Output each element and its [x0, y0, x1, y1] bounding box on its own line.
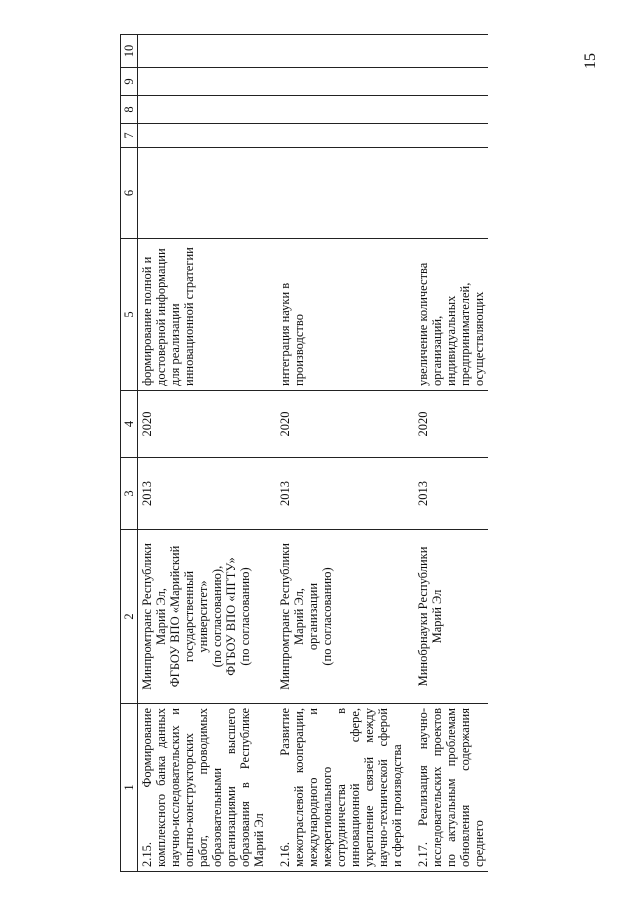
header-cell: 7: [121, 124, 138, 148]
end-year-cell: 2020: [406, 391, 488, 458]
empty-cell: [406, 124, 488, 148]
executor-cell: Минпромтранс Республики Марий Эл, ФГБОУ ВПО «Марийский государственный университет» (по согласованию), ФГБОУ ВПО «ПГТУ» (по согласованию): [138, 530, 269, 704]
empty-cell: [406, 148, 488, 239]
empty-cell: [268, 35, 406, 68]
header-cell: 3: [121, 458, 138, 530]
header-cell: 5: [121, 239, 138, 391]
empty-cell: [138, 35, 269, 68]
empty-cell: [138, 124, 269, 148]
empty-cell: [138, 68, 269, 96]
start-year-cell: 2013: [268, 458, 406, 530]
header-cell: 4: [121, 391, 138, 458]
empty-cell: [406, 35, 488, 68]
table-row: [138, 35, 269, 872]
table-row: [406, 35, 488, 872]
start-year-cell: 2013: [406, 458, 488, 530]
empty-cell: [268, 124, 406, 148]
executor-cell: Минобрнауки Республики Марий Эл: [406, 530, 488, 704]
measure-cell: 2.16. Развитие межотраслевой кооперации, международного и межрегионального сотрудничества в инновационной сфере, укрепление связей между научно-технической сферой и сферой производства: [268, 704, 406, 872]
end-year-cell: 2020: [138, 391, 269, 458]
page-number: 15: [582, 53, 599, 69]
header-cell: 6: [121, 148, 138, 239]
result-cell: формирование полной и достоверной информации для реализации инновационной стратегии: [138, 239, 269, 391]
measures-table: [120, 34, 488, 872]
header-cell: 10: [121, 35, 138, 68]
executor-cell: Минпромтранс Республики Марий Эл, организации (по согласованию): [268, 530, 406, 704]
empty-cell: [268, 68, 406, 96]
empty-cell: [138, 96, 269, 124]
empty-cell: [406, 96, 488, 124]
empty-cell: [268, 148, 406, 239]
measure-cell: 2.17. Реализация научно-исследовательских проектов по актуальным проблемам обновления содержания среднего: [406, 704, 488, 872]
end-year-cell: 2020: [268, 391, 406, 458]
table-row: [268, 35, 406, 872]
measure-cell: 2.15. Формирование комплексного банка данных научно-исследовательских и опытно-конструкторских работ, проводимых образовательными организациями высшего образования в Республике Марий Эл: [138, 704, 269, 872]
empty-cell: [406, 68, 488, 96]
header-cell: 2: [121, 530, 138, 704]
header-cell: 1: [121, 704, 138, 872]
header-cell: 8: [121, 96, 138, 124]
header-row: [121, 35, 138, 872]
start-year-cell: 2013: [138, 458, 269, 530]
header-cell: 9: [121, 68, 138, 96]
empty-cell: [268, 96, 406, 124]
result-cell: увеличение количества организаций, индивидуальных предпринимателей, осуществляющих: [406, 239, 488, 391]
result-cell: интеграция науки в производство: [268, 239, 406, 391]
empty-cell: [138, 148, 269, 239]
